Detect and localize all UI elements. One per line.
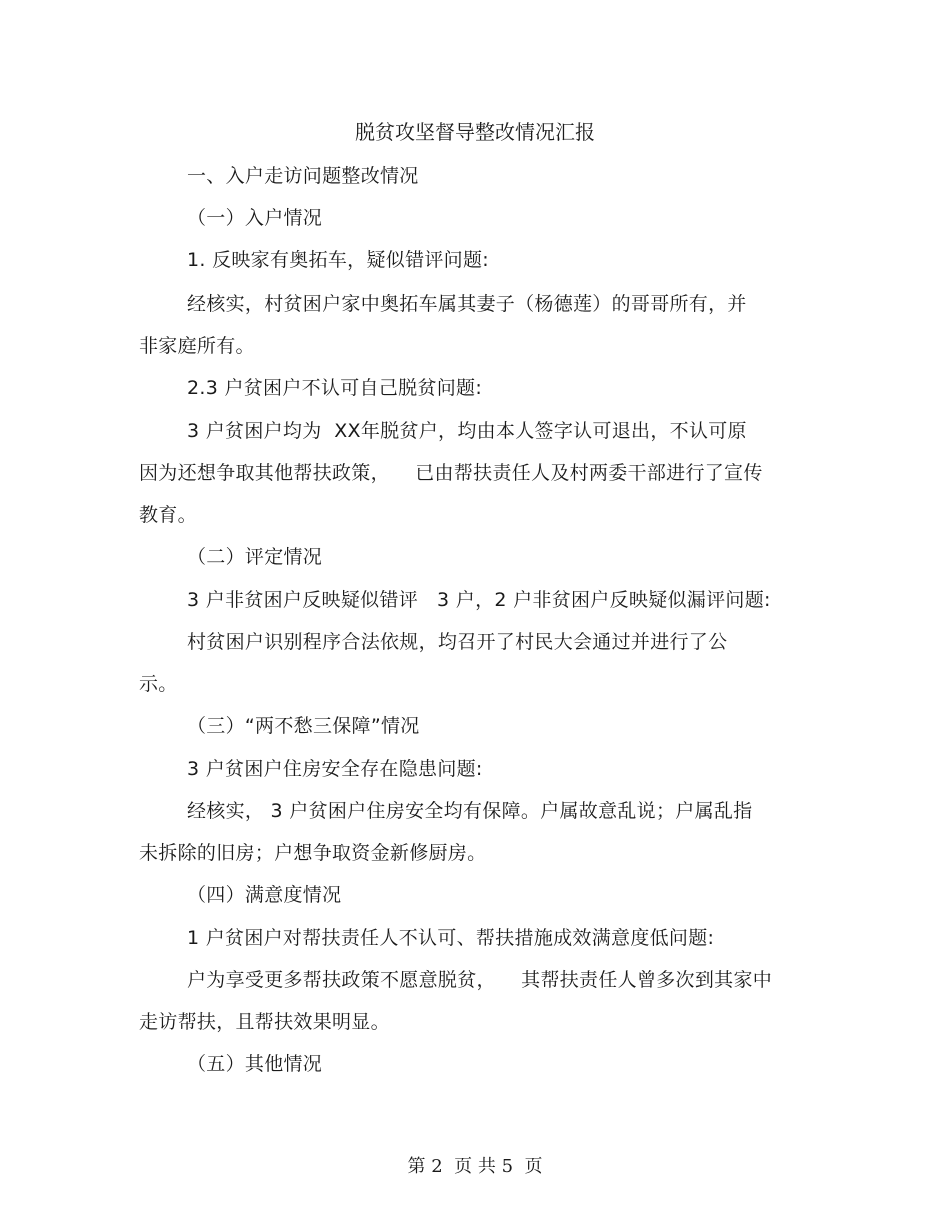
paragraph-line: 3 户非贫困户反映疑似错评 3 户，2 户非贫困户反映疑似漏评问题: — [187, 589, 771, 611]
paragraph-line: 经核实， 3 户贫困户住房安全均有保障。户属故意乱说；户属乱指 — [187, 800, 753, 822]
paragraph-line: 村贫困户识别程序合法依规，均召开了村民大会通过并进行了公 — [187, 631, 728, 653]
item-heading-1: 1. 反映家有奥拓车，疑似错评问题: — [187, 249, 489, 271]
paragraph-line: 示。 — [139, 673, 178, 695]
paragraph-line: 未拆除的旧房；户想争取资金新修厨房。 — [139, 842, 487, 864]
paragraph-line: 1 户贫困户对帮扶责任人不认可、帮扶措施成效满意度低问题: — [187, 927, 715, 949]
paragraph-line: 走访帮扶，且帮扶效果明显。 — [139, 1011, 390, 1033]
item-heading-2: 2.3 户贫困户不认可自己脱贫问题: — [187, 377, 483, 399]
paragraph-line: 经核实，村贫困户家中奥拓车属其妻子（杨德莲）的哥哥所有，并 — [187, 293, 747, 315]
subsection-heading-1: （一）入户情况 — [187, 207, 323, 229]
paragraph-line: 3 户贫困户住房安全存在隐患问题: — [187, 758, 483, 780]
paragraph-line: 教育。 — [139, 504, 197, 526]
subsection-heading-3: （三）“两不愁三保障”情况 — [187, 715, 420, 737]
subsection-heading-5: （五）其他情况 — [187, 1053, 323, 1075]
paragraph-line: 户为享受更多帮扶政策不愿意脱贫， 其帮扶责任人曾多次到其家中 — [187, 969, 773, 991]
paragraph-line: 非家庭所有。 — [139, 335, 255, 357]
paragraph-line: 3 户贫困户均为 XX年脱贫户，均由本人签字认可退出，不认可原 — [187, 420, 747, 442]
subsection-heading-4: （四）满意度情况 — [187, 884, 342, 906]
subsection-heading-2: （二）评定情况 — [187, 546, 323, 568]
page-footer: 第 2 页 共 5 页 — [407, 1156, 543, 1177]
section-heading-1: 一、入户走访问题整改情况 — [187, 165, 419, 187]
document-title: 脱贫攻坚督导整改情况汇报 — [355, 120, 595, 144]
paragraph-line: 因为还想争取其他帮扶政策， 已由帮扶责任人及村两委干部进行了宣传 — [139, 462, 763, 484]
